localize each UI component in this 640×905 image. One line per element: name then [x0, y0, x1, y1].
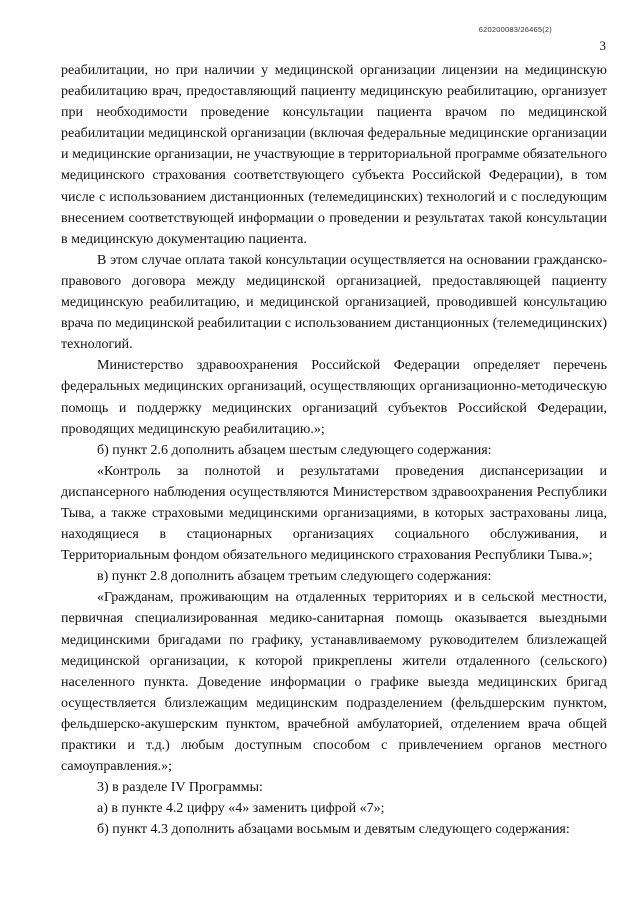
paragraph-section-iv: 3) в разделе IV Программы:: [97, 780, 263, 796]
paragraph-item-b-2-6: б) пункт 2.6 дополнить абзацем шестым следующего содержания:: [97, 442, 492, 458]
paragraph-quote-rural: «Гражданам, проживающим на отдаленных территориях и в сельской местности, первичная специализированная медико-санитарная помощь оказывается выездными медицинскими бригадами по графику, устанавливаемому руководителем близлежащей медицинской организации, к которой прикреплены жители отдаленного (сельского) населенного пункта. Доведение информации о графике выезда медицинских бригад осуществляется близлежащим медицинским подразделением (фельдшерским пунктом, фельдшерско-акушерским пунктом, врачебной амбулаторией, отделением врача общей практики и т.д.) любым доступным способом с привлечением органов местного самоуправления.»;: [61, 590, 607, 775]
document-code: 620200083/26465(2): [478, 25, 552, 34]
paragraph-item-v-2-8: в) пункт 2.8 дополнить абзацем третьим следующего содержания:: [97, 569, 492, 585]
paragraph-item-a-4-2: а) в пункте 4.2 цифру «4» заменить цифрой «7»;: [97, 801, 385, 817]
paragraph-quote-control: «Контроль за полнотой и результатами проведения диспансеризации и диспансерного наблюдения осуществляются Министерством здравоохранения Республики Тыва, а также страховыми медицинскими организациями, в которых застрахованы лица, находящиеся в стационарных организациях социального обслуживания, и Территориальным фондом обязательного медицинского страхования Республики Тыва.»;: [61, 463, 607, 564]
paragraph-ministry: Министерство здравоохранения Российской Федерации определяет перечень федеральных медицинских организаций, осуществляющих организационно-методическую помощь и поддержку медицинских организаций субъектов Российской Федерации, проводящих медицинскую реабилитацию.»;: [61, 358, 607, 437]
page-number: 3: [599, 38, 606, 53]
paragraph-continuation: реабилитации, но при наличии у медицинской организации лицензии на медицинскую реабилитацию врач, предоставляющий пациенту медицинскую реабилитацию, организует при необходимости проведение консультации пациента врачом по медицинской реабилитации медицинской организации (включая федеральные медицинские организации и медицинские организации, не участвующие в территориальной программе обязательного медицинского страхования соответствующего субъекта Российской Федерации), в том числе с использованием дистанционных (телемедицинских) технологий и с последующим внесением соответствующей информации о проведении и результатах такой консультации в медицинскую документацию пациента.: [61, 63, 607, 247]
paragraph-item-b-4-3: б) пункт 4.3 дополнить абзацами восьмым и девятым следующего содержания:: [97, 822, 570, 838]
paragraph-payment: В этом случае оплата такой консультации осуществляется на основании гражданско-правового договора между медицинской организацией, предоставляющей пациенту медицинскую реабилитацию, и медицинской организацией, проводившей консультацию врача по медицинской реабилитации с использованием дистанционных (телемедицинских) технологий.: [61, 252, 607, 353]
document-body: [61, 60, 607, 840]
